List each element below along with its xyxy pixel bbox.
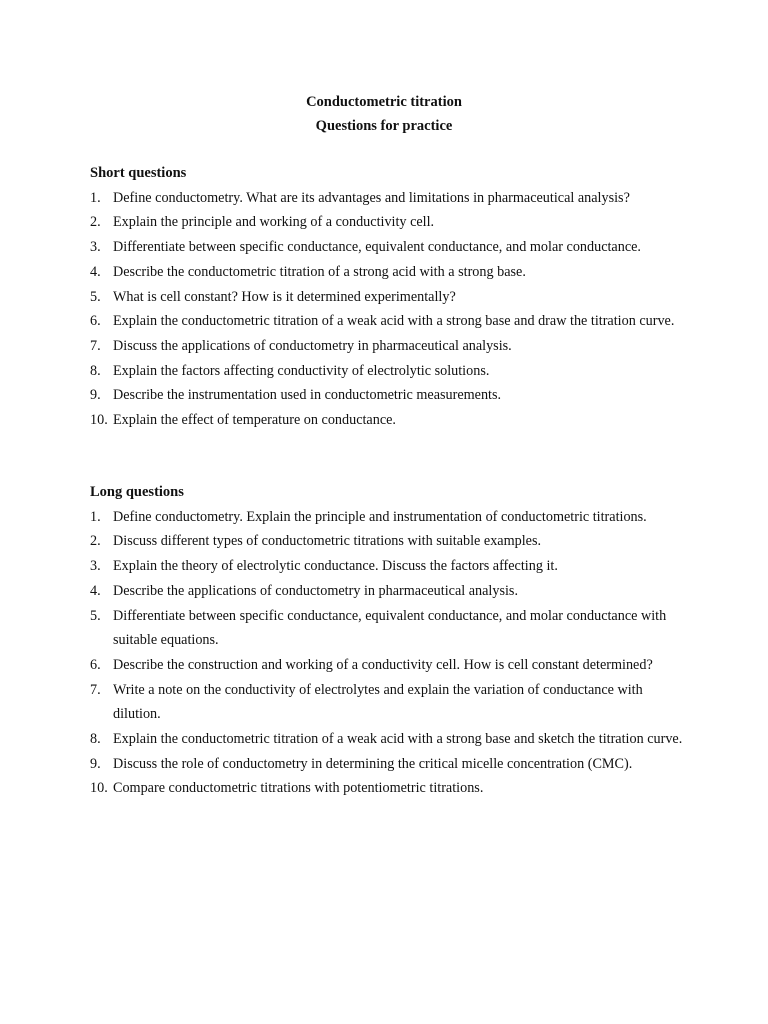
short-questions-heading: Short questions	[90, 165, 187, 181]
title-block	[0, 90, 768, 138]
question-number: 1.	[90, 189, 101, 206]
question-number: 10.	[90, 780, 108, 797]
question-text: Describe the instrumentation used in conductometric measurements.	[113, 387, 502, 404]
question-text: Describe the construction and working of a conductivity cell. How is cell constant determined?	[113, 656, 653, 673]
long-question-item	[90, 776, 690, 801]
long-question-item	[90, 529, 690, 554]
question-number: 6.	[90, 656, 101, 673]
question-number: 5.	[90, 607, 101, 624]
question-text: Explain the factors affecting conductivity of electrolytic solutions.	[113, 362, 490, 379]
short-question-item	[90, 309, 690, 334]
question-text: Differentiate between specific conductance, equivalent conductance, and molar conductance with suitable equations.	[113, 607, 667, 649]
long-question-item	[90, 678, 690, 727]
long-question-item	[90, 554, 690, 579]
short-question-item	[90, 383, 690, 408]
short-question-item	[90, 359, 690, 384]
long-question-item	[90, 653, 690, 678]
long-questions-list	[90, 505, 690, 801]
question-text: Define conductometry. Explain the principle and instrumentation of conductometric titrations.	[113, 508, 647, 525]
question-number: 3.	[90, 239, 101, 256]
question-number: 7.	[90, 337, 101, 354]
document-title: Conductometric titration	[306, 94, 462, 110]
question-text: What is cell constant? How is it determined experimentally?	[113, 288, 456, 305]
question-text: Explain the conductometric titration of a weak acid with a strong base and sketch the titration curve.	[113, 731, 683, 748]
long-question-item	[90, 727, 690, 752]
question-number: 2.	[90, 533, 101, 550]
question-number: 9.	[90, 755, 101, 772]
document-subtitle: Questions for practice	[315, 118, 453, 134]
short-questions-list	[90, 186, 690, 433]
question-text: Define conductometry. What are its advantages and limitations in pharmaceutical analysis?	[113, 189, 630, 206]
question-text: Write a note on the conductivity of electrolytes and explain the variation of conductance with dilution.	[113, 681, 643, 723]
question-text: Compare conductometric titrations with potentiometric titrations.	[113, 780, 484, 797]
question-number: 3.	[90, 558, 101, 575]
question-number: 1.	[90, 508, 101, 525]
long-question-item	[90, 579, 690, 604]
long-question-item	[90, 752, 690, 777]
short-question-item	[90, 235, 690, 260]
short-question-item	[90, 334, 690, 359]
short-question-item	[90, 285, 690, 310]
question-text: Discuss the applications of conductometry in pharmaceutical analysis.	[113, 337, 512, 354]
question-number: 4.	[90, 582, 101, 599]
question-text: Explain the theory of electrolytic conductance. Discuss the factors affecting it.	[113, 558, 558, 575]
question-number: 4.	[90, 263, 101, 280]
question-number: 9.	[90, 387, 101, 404]
question-text: Describe the applications of conductometry in pharmaceutical analysis.	[113, 582, 518, 599]
long-questions-section	[90, 480, 690, 801]
short-question-item	[90, 260, 690, 285]
question-text: Differentiate between specific conductance, equivalent conductance, and molar conductance.	[113, 239, 641, 256]
long-questions-heading: Long questions	[90, 484, 184, 500]
question-text: Explain the effect of temperature on conductance.	[113, 412, 396, 429]
question-text: Discuss different types of conductometric titrations with suitable examples.	[113, 533, 542, 550]
question-number: 5.	[90, 288, 101, 305]
question-number: 8.	[90, 731, 101, 748]
long-question-item	[90, 604, 690, 653]
question-text: Explain the principle and working of a conductivity cell.	[113, 214, 435, 231]
question-text: Explain the conductometric titration of a weak acid with a strong base and draw the titration curve.	[113, 313, 675, 330]
short-questions-section	[90, 161, 690, 433]
question-text: Discuss the role of conductometry in determining the critical micelle concentration (CMC).	[113, 755, 633, 772]
short-question-item	[90, 210, 690, 235]
long-question-item	[90, 505, 690, 530]
question-number: 8.	[90, 362, 101, 379]
question-number: 7.	[90, 681, 101, 698]
question-text: Describe the conductometric titration of a strong acid with a strong base.	[113, 263, 526, 280]
question-number: 2.	[90, 214, 101, 231]
question-number: 6.	[90, 313, 101, 330]
question-number: 10.	[90, 412, 108, 429]
short-question-item	[90, 408, 690, 433]
short-question-item	[90, 186, 690, 211]
